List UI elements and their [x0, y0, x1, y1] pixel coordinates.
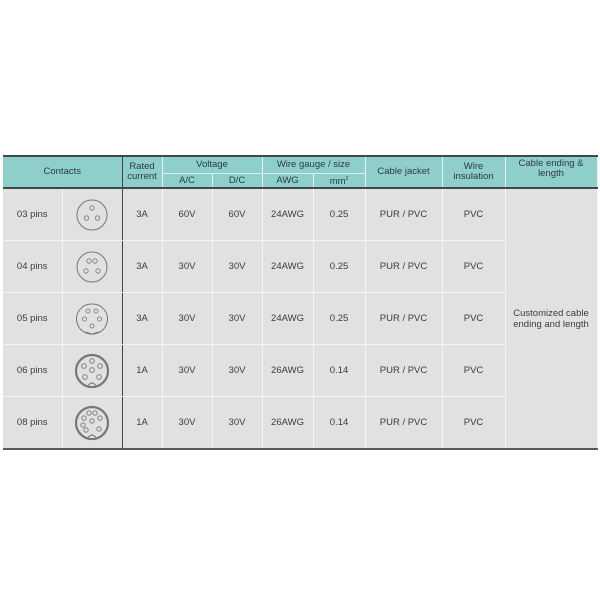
dc-cell: 30V	[212, 241, 262, 293]
jacket-cell: PUR / PVC	[365, 397, 442, 450]
dc-cell: 30V	[212, 293, 262, 345]
connector-3pin-icon	[62, 188, 122, 241]
header-insulation-line1: Wire	[463, 161, 484, 173]
ac-cell: 30V	[162, 241, 212, 293]
mm2-cell: 0.14	[313, 345, 365, 397]
insulation-cell: PVC	[442, 241, 505, 293]
header-mm2-sup: 2	[345, 176, 349, 182]
connector-spec-table	[3, 155, 598, 450]
insulation-cell: PVC	[442, 397, 505, 450]
ac-cell: 30V	[162, 293, 212, 345]
header-voltage-ac: A/C	[162, 174, 212, 189]
header-ending-line2: length	[538, 168, 564, 179]
ac-cell: 30V	[162, 345, 212, 397]
header-awg: AWG	[262, 174, 313, 189]
header-ending-line1: Cable ending &	[518, 158, 584, 169]
jacket-cell: PUR / PVC	[365, 188, 442, 241]
header-mm2-text: mm	[329, 176, 346, 188]
mm2-cell: 0.25	[313, 188, 365, 241]
pins-cell: 05 pins	[3, 293, 62, 345]
pins-cell: 04 pins	[3, 241, 62, 293]
awg-cell: 24AWG	[262, 293, 313, 345]
header-rated-line1: Rated	[129, 161, 155, 173]
insulation-cell: PVC	[442, 345, 505, 397]
jacket-cell: PUR / PVC	[365, 241, 442, 293]
insulation-cell: PVC	[442, 188, 505, 241]
current-cell: 1A	[122, 397, 162, 450]
ac-cell: 60V	[162, 188, 212, 241]
dc-cell: 60V	[212, 188, 262, 241]
awg-cell: 26AWG	[262, 397, 313, 450]
mm2-cell: 0.14	[313, 397, 365, 450]
header-mm2	[313, 174, 365, 189]
header-contacts: Contacts	[3, 156, 122, 188]
pins-cell: 08 pins	[3, 397, 62, 450]
awg-cell: 26AWG	[262, 345, 313, 397]
jacket-cell: PUR / PVC	[365, 293, 442, 345]
header-wire-insulation	[442, 156, 505, 188]
mm2-cell: 0.25	[313, 241, 365, 293]
cable-ending-line1: Customized cable	[513, 307, 589, 319]
jacket-cell: PUR / PVC	[365, 345, 442, 397]
current-cell: 1A	[122, 345, 162, 397]
connector-4pin-icon	[62, 241, 122, 293]
connector-6pin-icon	[62, 345, 122, 397]
awg-cell: 24AWG	[262, 241, 313, 293]
current-cell: 3A	[122, 188, 162, 241]
header-rated-current	[122, 156, 162, 188]
header-insulation-line2: insulation	[453, 171, 494, 183]
connector-5pin-icon	[62, 293, 122, 345]
mm2-cell: 0.25	[313, 293, 365, 345]
header-rated-line2: current	[127, 171, 157, 183]
current-cell: 3A	[122, 293, 162, 345]
table-row	[3, 188, 597, 241]
pins-cell: 03 pins	[3, 188, 62, 241]
dc-cell: 30V	[212, 345, 262, 397]
header-wire-gauge: Wire gauge / size	[262, 156, 365, 174]
insulation-cell: PVC	[442, 293, 505, 345]
pins-cell: 06 pins	[3, 345, 62, 397]
current-cell: 3A	[122, 241, 162, 293]
header-cable-jacket: Cable jacket	[365, 156, 442, 188]
header-cable-ending	[505, 156, 597, 188]
dc-cell: 30V	[212, 397, 262, 450]
ac-cell: 30V	[162, 397, 212, 450]
connector-8pin-icon	[62, 397, 122, 450]
header-voltage-dc: D/C	[212, 174, 262, 189]
header-voltage: Voltage	[162, 156, 262, 174]
cable-ending-cell	[505, 188, 597, 449]
cable-ending-line2: ending and length	[513, 318, 589, 330]
awg-cell: 24AWG	[262, 188, 313, 241]
